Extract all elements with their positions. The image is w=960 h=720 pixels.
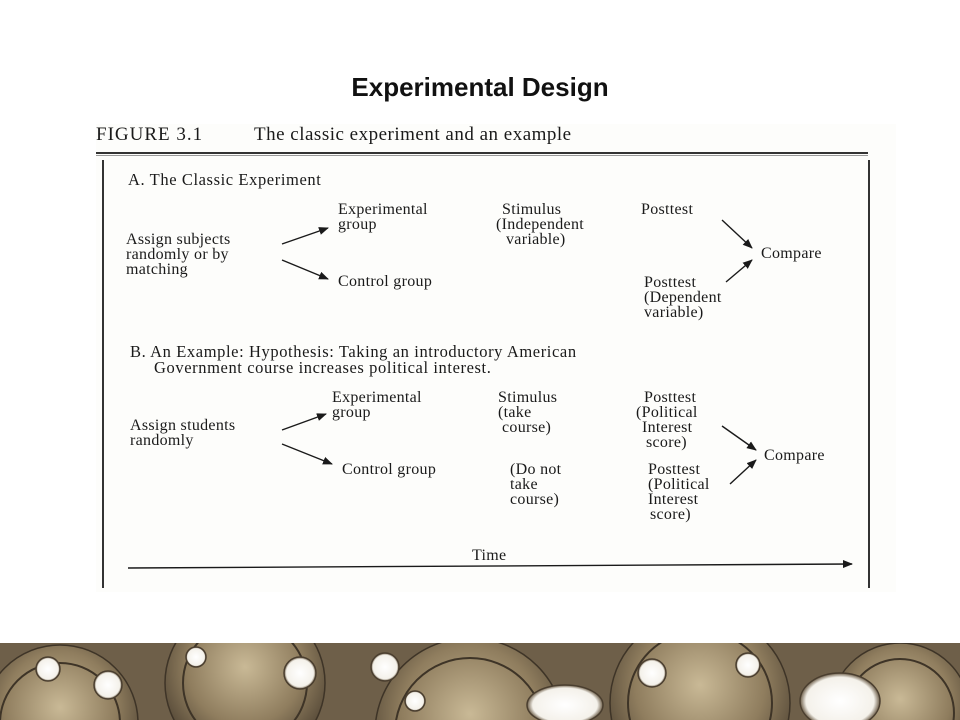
b-posttest-bottom-line-2: (Political (648, 476, 710, 493)
b-stimulus-line-1: Stimulus (498, 389, 558, 406)
b-posttest-bottom-line-1: Posttest (648, 461, 701, 478)
a-arrow-to-experimental (282, 228, 328, 244)
b-assign-line-2: randomly (130, 432, 194, 449)
b-posttest-top-line-1: Posttest (644, 389, 697, 406)
section-a-heading: A. The Classic Experiment (128, 170, 322, 189)
b-posttest-bottom-line-4: score) (650, 506, 691, 523)
a-arrow-posttest-bottom-to-compare (726, 260, 752, 282)
a-compare: Compare (761, 245, 822, 262)
a-assign-line-3: matching (126, 261, 188, 278)
time-label: Time (472, 547, 507, 564)
b-no-stimulus-line-3: course) (510, 491, 560, 508)
a-posttest-bottom-line-3: variable) (644, 304, 704, 321)
b-arrow-posttest-bottom-to-compare (730, 460, 756, 484)
a-arrow-to-control (282, 260, 328, 279)
b-posttest-top-line-3: Interest (642, 419, 693, 436)
b-stimulus-line-2: (take (498, 404, 532, 421)
figure-3-1 (96, 124, 896, 592)
diagram-arrows (96, 124, 896, 592)
a-assign-line-1: Assign subjects (126, 231, 231, 248)
time-arrow (128, 564, 852, 568)
gears-decoration (0, 643, 960, 720)
a-experimental-group-line-2: group (338, 216, 377, 233)
b-no-stimulus-line-2: take (510, 476, 538, 493)
section-b-heading-line-1: B. An Example: Hypothesis: Taking an introductory American (130, 342, 577, 361)
figure-caption-text: The classic experiment and an example (254, 124, 572, 145)
slide-title: Experimental Design (351, 72, 609, 102)
b-posttest-top-line-2: (Political (636, 404, 698, 421)
b-posttest-top-line-4: score) (646, 434, 687, 451)
a-posttest-top: Posttest (641, 201, 694, 218)
b-arrow-posttest-top-to-compare (722, 426, 756, 450)
a-stimulus-line-3: variable) (506, 231, 566, 248)
a-stimulus-line-2: (Independent (496, 216, 585, 233)
b-stimulus-line-3: course) (502, 419, 552, 436)
a-assign-line-2: randomly or by (126, 246, 229, 263)
a-posttest-bottom-line-1: Posttest (644, 274, 697, 291)
a-posttest-bottom-line-2: (Dependent (644, 289, 722, 306)
b-experimental-group-line-1: Experimental (332, 389, 422, 406)
b-arrow-to-control (282, 444, 332, 464)
a-stimulus-line-1: Stimulus (502, 201, 562, 218)
a-experimental-group-line-1: Experimental (338, 201, 428, 218)
b-no-stimulus-line-1: (Do not (510, 461, 562, 478)
b-compare: Compare (764, 447, 825, 464)
section-b-heading-line-2: Government course increases political interest. (154, 358, 492, 377)
figure-number: FIGURE 3.1 (96, 124, 204, 145)
b-assign-line-1: Assign students (130, 417, 236, 434)
a-control-group: Control group (338, 273, 433, 290)
b-experimental-group-line-2: group (332, 404, 371, 421)
gears-icon (0, 643, 960, 720)
b-posttest-bottom-line-3: Interest (648, 491, 699, 508)
b-control-group: Control group (342, 461, 437, 478)
b-arrow-to-experimental (282, 414, 326, 430)
a-arrow-posttest-top-to-compare (722, 220, 752, 248)
